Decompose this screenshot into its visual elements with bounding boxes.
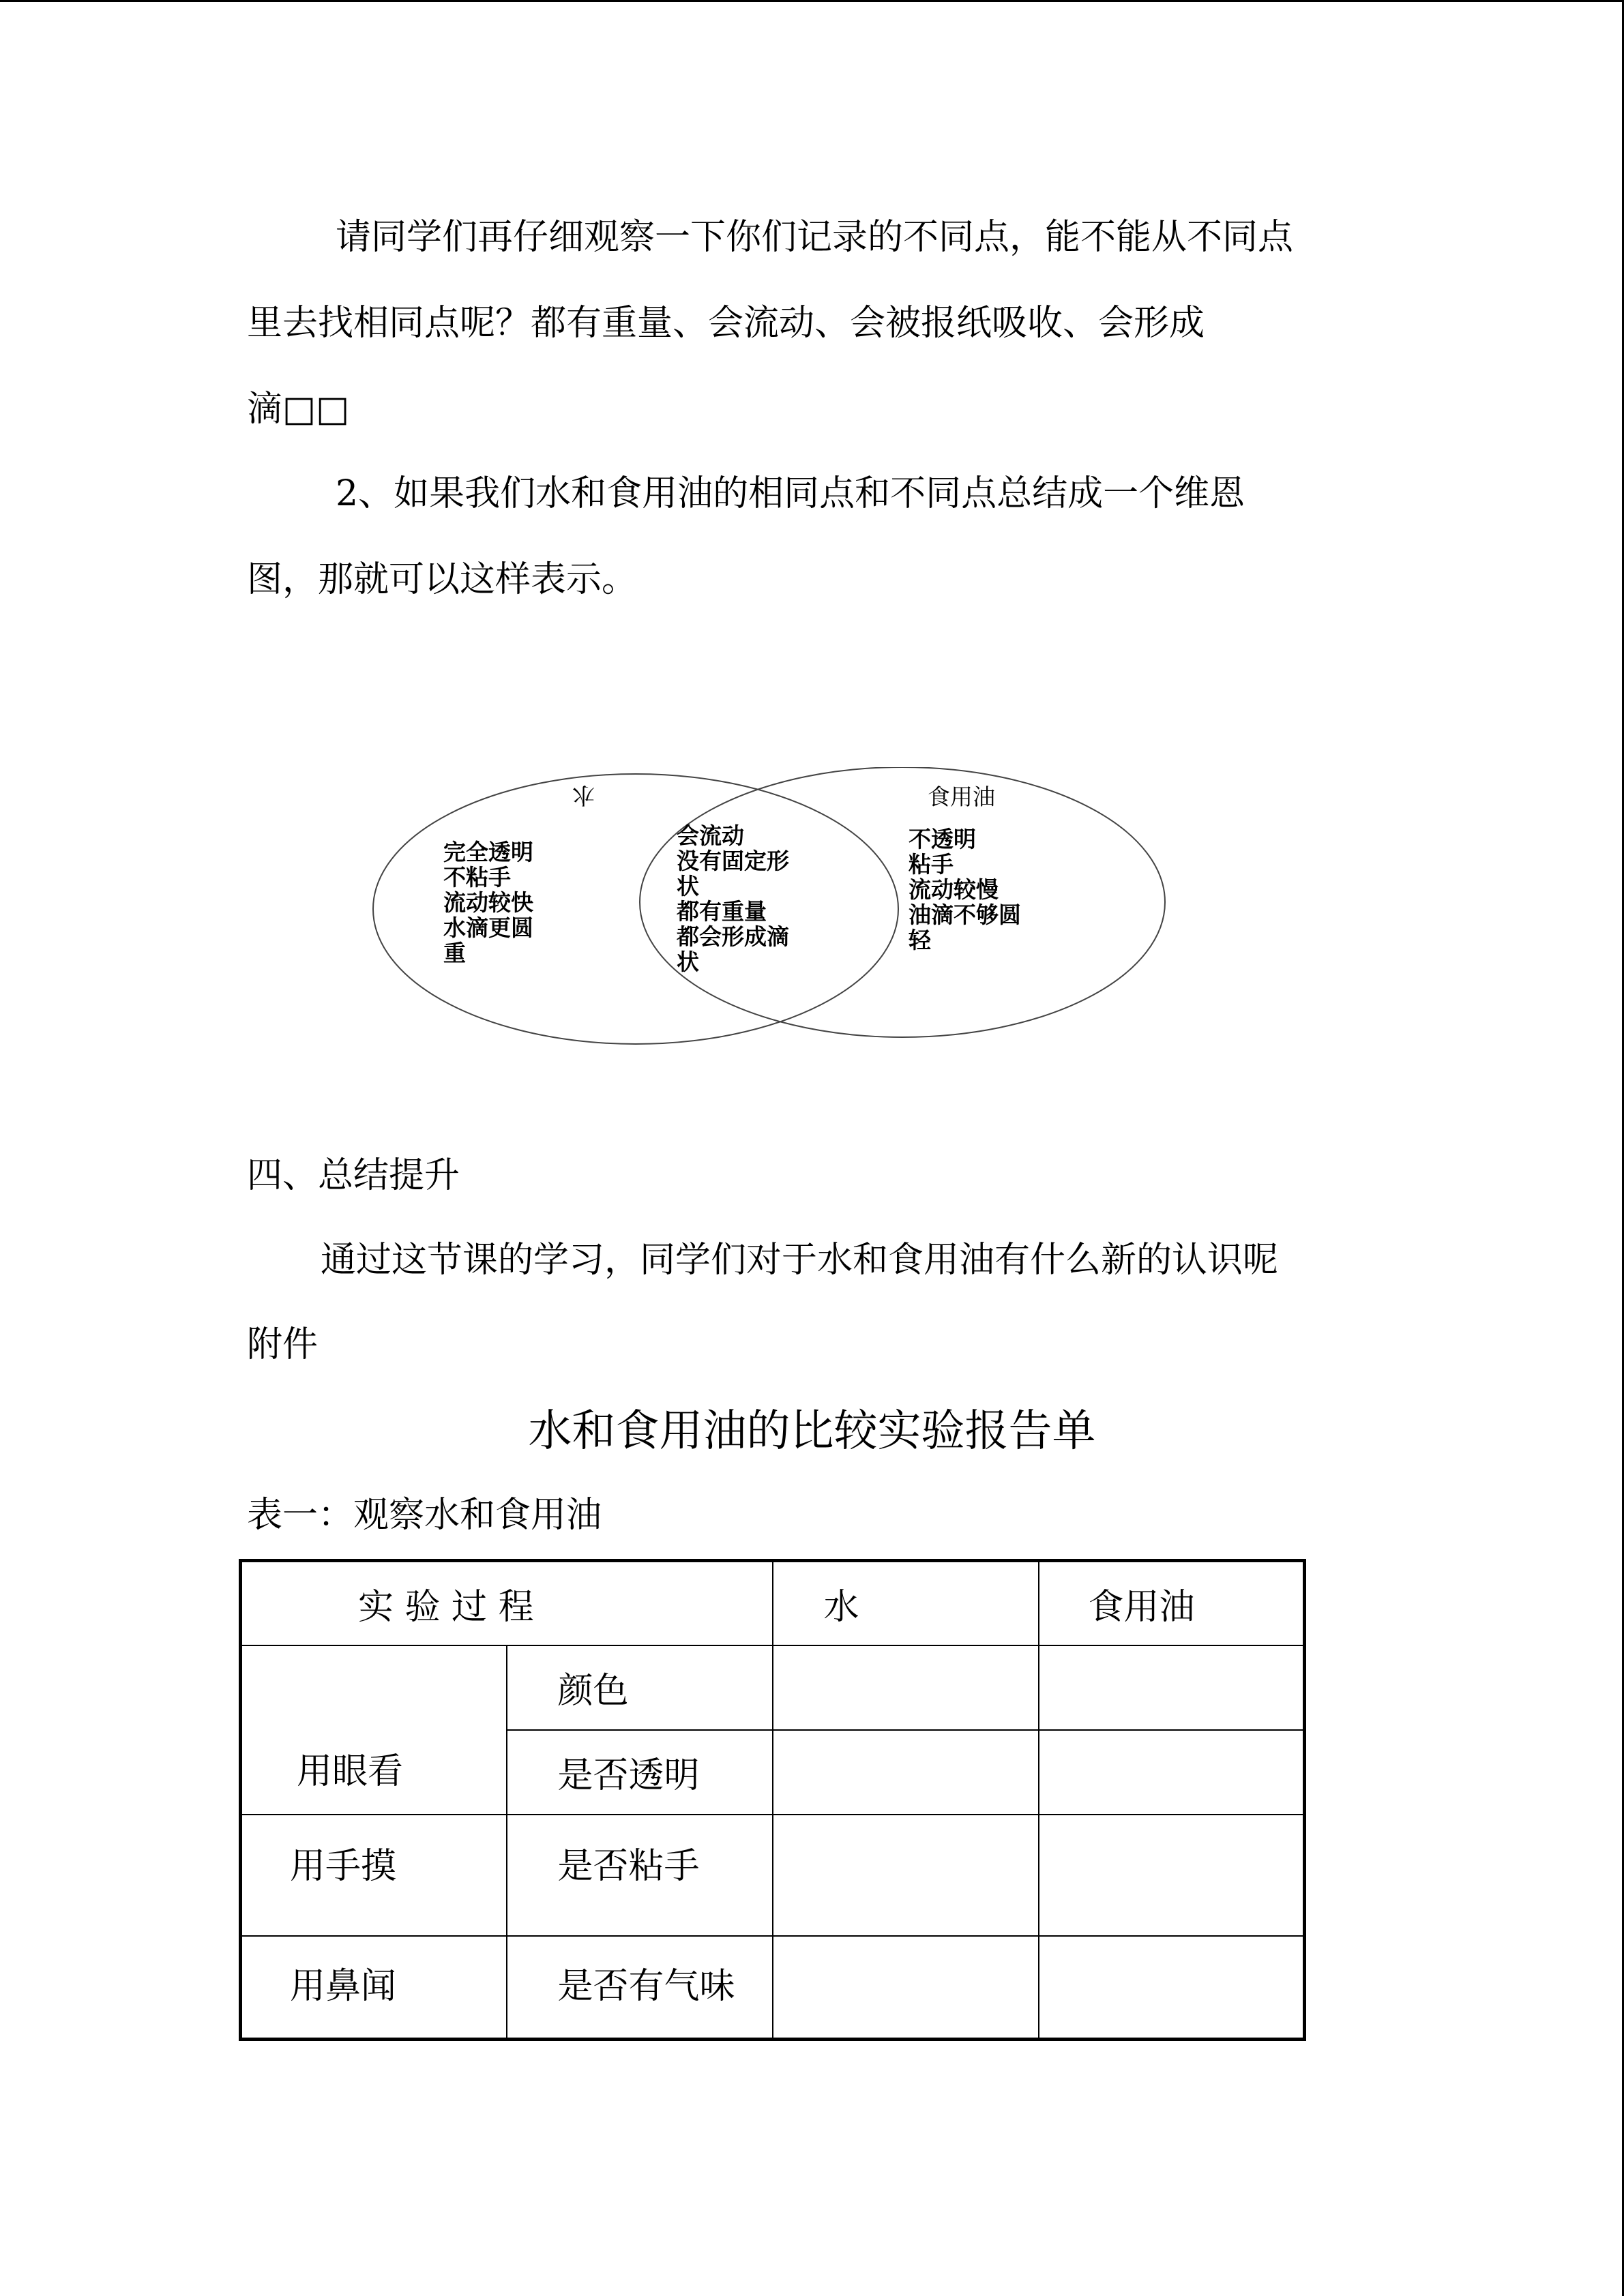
row-nose: 用鼻闻: [290, 1965, 397, 2007]
paragraph-1-line-2: 里去找相同点呢？都有重量、会流动、会被报纸吸收、会形成: [247, 303, 1205, 344]
venn-middle-item: 都有重量: [677, 898, 767, 925]
venn-left-item: 完全透明: [443, 839, 533, 865]
paragraph-2-line-2: 图，那就可以这样表示。: [247, 559, 638, 600]
color-cell: [507, 1645, 773, 1730]
table-row: [241, 1645, 1305, 1730]
paragraph-1-line-1: 请同学们再仔细观察一下你们记录的不同点，能不能从不同点: [336, 217, 1294, 258]
paragraph-2-line-1: 2、如果我们水和食用油的相同点和不同点总结成一个维恩: [336, 473, 1245, 514]
table-row: [241, 1815, 1305, 1936]
sticky-cell: [507, 1815, 773, 1936]
nose-cell: [241, 1936, 507, 2040]
water-transparent-blank: [773, 1730, 1039, 1815]
appendix-label: 附件: [247, 1324, 319, 1365]
water-color-blank: [773, 1645, 1039, 1730]
paragraph-1-line-3: 滴□□: [247, 389, 350, 430]
section-heading-summary: 四、总结提升: [247, 1155, 460, 1196]
venn-middle-item: 状: [677, 873, 699, 899]
row-eye: 用眼看: [297, 1750, 404, 1792]
row-smell: 是否有气味: [557, 1965, 735, 2007]
venn-middle-item: 会流动: [677, 822, 744, 849]
water-sticky-blank: [773, 1815, 1039, 1936]
oil-sticky-blank: [1039, 1815, 1305, 1936]
venn-right-item: 油滴不够圆: [909, 901, 1021, 928]
hand-cell: [241, 1815, 507, 1936]
venn-right-item: 不透明: [909, 826, 976, 852]
header-oil-cell: [1039, 1561, 1305, 1645]
report-table: [239, 1559, 1306, 2041]
venn-middle-item: 没有固定形: [677, 848, 789, 874]
transparent-cell: [507, 1730, 773, 1815]
summary-text: 通过这节课的学习，同学们对于水和食用油有什么新的认识呢: [321, 1240, 1279, 1281]
header-process: 实 验 过 程: [358, 1586, 534, 1628]
smell-cell: [507, 1936, 773, 2040]
venn-right-item: 粘手: [909, 851, 954, 878]
venn-left-item: 不粘手: [443, 864, 511, 891]
oil-smell-blank: [1039, 1936, 1305, 2040]
table-caption: 表一：观察水和食用油: [247, 1495, 602, 1536]
venn-right-label: 食用油: [928, 784, 995, 810]
report-title: 水和食用油的比较实验报告单: [528, 1406, 1096, 1457]
table-row: [241, 1936, 1305, 2040]
venn-right-item: 轻: [909, 927, 931, 953]
header-oil: 食用油: [1088, 1586, 1195, 1628]
header-water-cell: [773, 1561, 1039, 1645]
row-color: 颜色: [557, 1671, 629, 1712]
venn-right-item: 流动较慢: [909, 876, 999, 903]
eye-cell: [241, 1645, 507, 1815]
table-header-row: [241, 1561, 1305, 1645]
venn-left-item: 水滴更圆: [443, 914, 533, 941]
venn-left-item: 重: [443, 940, 466, 966]
page-top-border: [0, 0, 1623, 2]
venn-left-item: 流动较快: [443, 889, 533, 916]
oil-transparent-blank: [1039, 1730, 1305, 1815]
row-sticky: 是否粘手: [557, 1845, 700, 1887]
venn-left-label: 水: [572, 782, 595, 809]
header-water: 水: [823, 1586, 859, 1628]
row-hand: 用手摸: [290, 1845, 397, 1887]
oil-color-blank: [1039, 1645, 1305, 1730]
header-process-cell: [241, 1561, 773, 1645]
venn-middle-item: 状: [677, 949, 699, 975]
row-transparent: 是否透明: [557, 1755, 700, 1796]
water-smell-blank: [773, 1936, 1039, 2040]
venn-diagram: [368, 767, 1173, 1054]
venn-middle-item: 都会形成滴: [677, 923, 789, 950]
